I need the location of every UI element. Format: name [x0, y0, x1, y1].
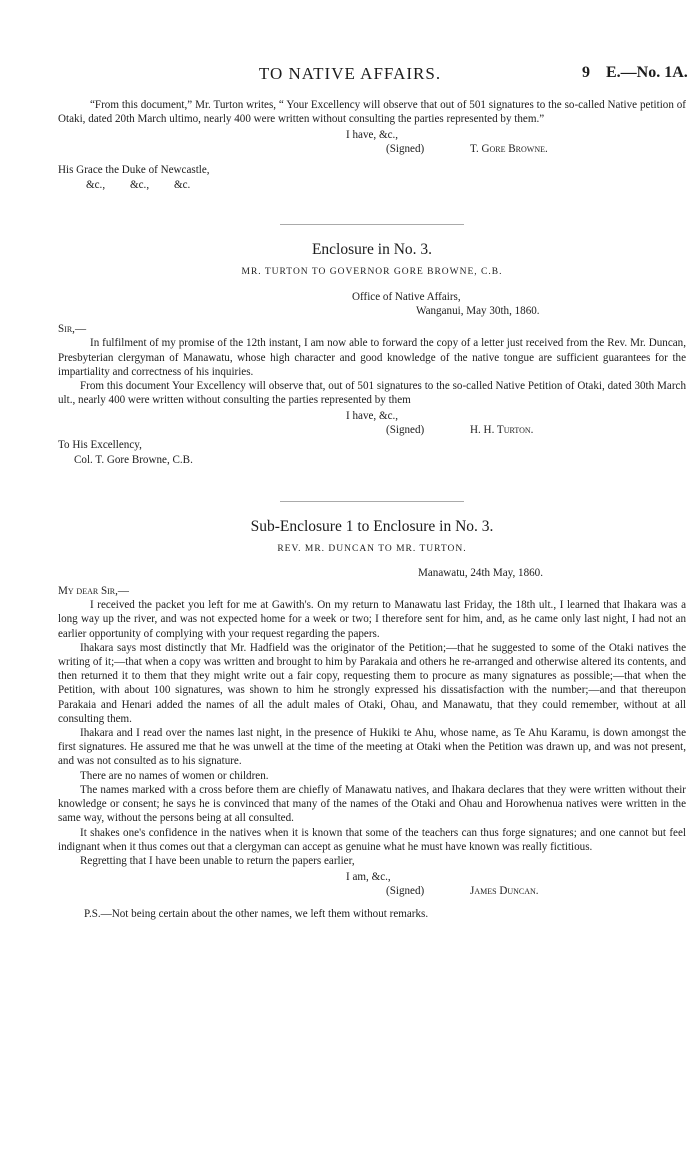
letter-paragraph-3: Ihakara and I read over the names last night, in the presence of Hukiki te Ahu, whose name, as Te Ahu Karamu, is down amongst the first signatures. He assured me that he was unwell at the time of the meeting at Otaki when the Petition was drawn up, and was not present, and was not consulted as to his signature. [58, 727, 686, 768]
enclosure-signed-label: (Signed) [386, 424, 425, 437]
addressee-etc-line [58, 178, 686, 192]
letter-paragraph-4: There are no names of women or children. [80, 769, 269, 782]
enclosure-paragraph-2: From this document Your Excellency will observe that, out of 501 signatures to the so-called Native Petition of Otaki, dated 30th March ult., nearly 400 were written without consulting the parties represented by them [58, 380, 686, 407]
enclosure-sign-off: I have, &c., [346, 410, 399, 423]
top-sign-off: I have, &c., [346, 129, 399, 142]
sub-enclosure-date: Manawatu, 24th May, 1860. [418, 566, 543, 579]
top-signer-name: T. Gore Browne. [470, 143, 548, 156]
document-body [58, 98, 686, 921]
letter-signature-block [58, 870, 686, 899]
enclosure-signature-block [58, 409, 686, 438]
page-number: 9 [582, 64, 590, 81]
top-signature-block [58, 128, 686, 157]
enclosure-signer-name: H. H. Turton. [470, 424, 534, 437]
letter-paragraph-6: It shakes one's confidence in the natives when it is known that some of the teachers can thus forge signatures; and one cannot but feel indignant when it thus comes out that a clergyman can accept as genuine what he must have known was really fictitious. [58, 826, 686, 853]
top-paragraph: “From this document,” Mr. Turton writes, “ Your Excellency will observe that out of 501 signatures to the so-called Native petition of Otaki, dated 20th March ultimo, nearly 400 were written without consulting the parties represented by them.” [58, 99, 686, 126]
letter-paragraph-2: Ihakara says most distinctly that Mr. Hadfield was the originator of the Petition;—that he suggested to some of the Otaki natives the writing of it;—that when a copy was written and brought to him by Parakaia and others he re-arranged and otherwise altered its contents, and then returned it to them that they might write out a fair copy, requesting them to procure as many signatures as possible;—that when the Petition, with about 100 signatures, was shown to him he strongly expressed his dissatisfaction with the number;—and that thereupon Parakaia and Henari added the names of all the adult males of Otaki, Ohau, and Manawatu, that they could remember, without at all consulting them. [58, 641, 686, 725]
enclosure-subtitle: MR. TURTON TO GOVERNOR GORE BROWNE, C.B. [241, 266, 503, 277]
addressee-etc-3: &c. [174, 178, 191, 191]
letter-signer-name: James Duncan. [470, 885, 539, 898]
section-divider [280, 501, 464, 502]
addressee-line: His Grace the Duke of Newcastle, [58, 164, 210, 177]
enclosure-to-line-2: Col. T. Gore Browne, C.B. [74, 453, 193, 466]
letter-paragraph-1: I received the packet you left for me at Gawith's. On my return to Manawatu last Friday, the 18th ult., I learned that Ihakara was a long way up the river, and was not expected home for a week or two; I therefore sent for him, and, as he came only last night, I had not an earlier opportunity of complying with your request regarding the papers. [58, 599, 686, 640]
top-addressee [58, 163, 686, 191]
office-line-1: Office of Native Affairs, [352, 290, 461, 303]
enclosure-to-line-1: To His Excellency, [58, 439, 142, 452]
sub-enclosure-salutation: My dear Sir,— [58, 585, 130, 598]
enclosure-title: Enclosure in No. 3. [311, 240, 433, 258]
addressee-etc-1: &c., [86, 178, 106, 191]
letter-signed-label: (Signed) [386, 885, 425, 898]
letter-paragraph-7: Regretting that I have been unable to return the papers earlier, [80, 854, 355, 867]
enclosure-paragraph-1: In fulfilment of my promise of the 12th instant, I am now able to forward the copy of a letter just received from the Rev. Mr. Duncan, Presbyterian clergyman of Manawatu, whose high character and good knowledge of the native tongue are sufficient guarantees for the impartiality and correctness of his inquiries. [58, 337, 686, 378]
section-divider [280, 224, 464, 225]
office-line-2: Wanganui, May 30th, 1860. [416, 305, 540, 318]
paper-code: E.—No. 1A. [606, 64, 688, 81]
sub-enclosure-title: Sub-Enclosure 1 to Enclosure in No. 3. [250, 517, 494, 535]
enclosure-salutation: Sir,— [58, 323, 87, 336]
sub-enclosure-subtitle: REV. MR. DUNCAN TO MR. TURTON. [277, 543, 467, 554]
addressee-etc-2: &c., [130, 178, 150, 191]
letter-sign-off: I am, &c., [346, 871, 391, 884]
letter-paragraph-5: The names marked with a cross before them are chiefly of Manawatu natives, and Ihakara declares that they were written without their knowledge or consent; he says he is convinced that many of the names of the Otaki and Ohau and Horowhenua natives were written in the same way, without the persons being at all consulted. [58, 783, 686, 825]
postscript: P.S.—Not being certain about the other names, we left them without remarks. [84, 908, 429, 921]
running-header [0, 64, 700, 88]
header-title: TO NATIVE AFFAIRS. [258, 64, 442, 83]
top-signed-label: (Signed) [386, 143, 425, 156]
enclosure-office-address [58, 290, 686, 318]
